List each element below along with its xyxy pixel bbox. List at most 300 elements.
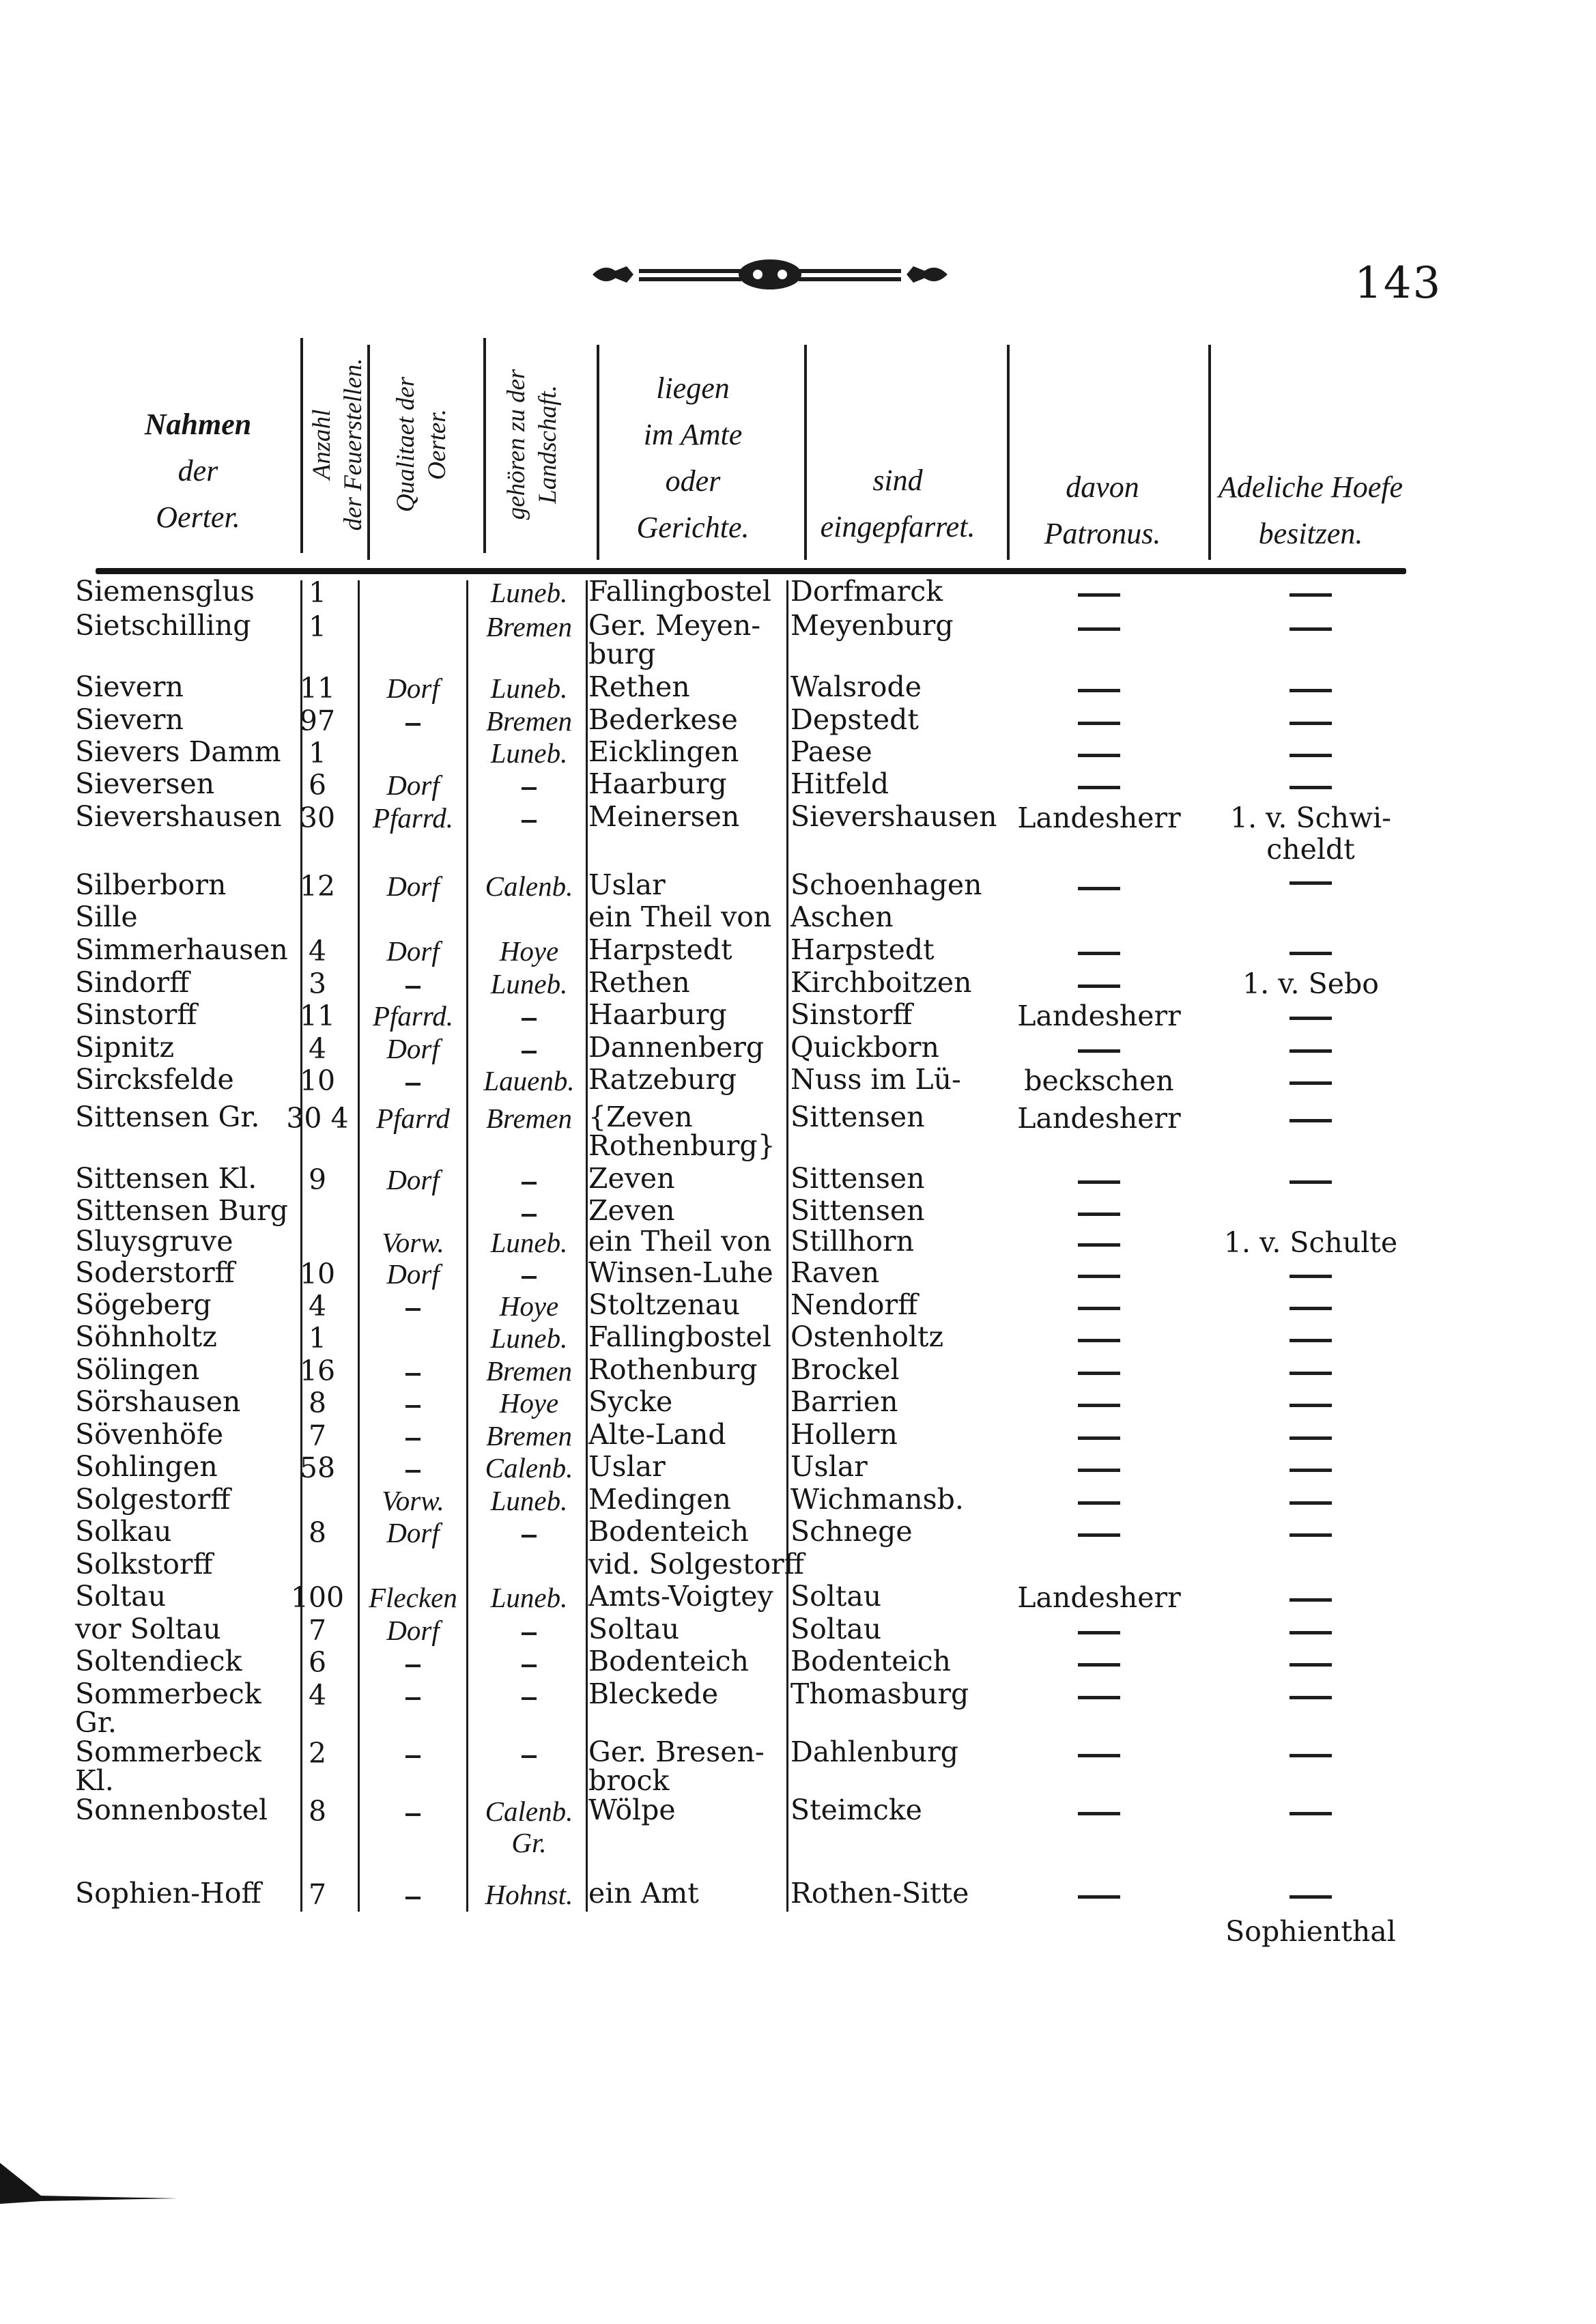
cell-count [280,769,355,801]
cell-amt-line: Harpstedt [588,933,732,966]
dash-mark [1289,1812,1332,1815]
cell-count-line: 8 [308,1795,327,1828]
dash-mark [1289,1598,1332,1602]
cell-name-line: Sophien-Hoff [75,1877,261,1910]
ditto-mark [522,1276,537,1279]
cell-name [75,1355,199,1384]
cell-qual [362,1582,464,1613]
cell-qual-line [362,1680,464,1711]
cell-amt [588,1196,675,1225]
cell-parish [790,802,997,831]
cell-qual [362,1355,464,1387]
dash-mark [1289,1501,1332,1505]
cell-name-line: Soltau [75,1580,167,1613]
cell-estate [1208,1322,1413,1354]
dash-mark [1289,754,1332,757]
cell-name [75,1548,213,1581]
cell-land-line [471,1680,587,1711]
cell-amt-line: Sycke [588,1385,673,1418]
cell-amt-line: Rothenburg [588,1353,758,1386]
ditto-mark [522,820,537,823]
cell-count [280,1103,355,1134]
cell-parish-line: Rothen-Sitte [790,1877,969,1910]
cell-parish [790,1735,958,1768]
cell-estate [1208,1033,1413,1064]
cell-estate [1208,1420,1413,1451]
cell-count-line: 30 4 [286,1102,349,1135]
cell-qual-line: Flecken [369,1582,457,1613]
cell-qual-line [362,1355,464,1387]
cell-count [280,1164,355,1195]
cell-patron [990,1033,1208,1064]
header-count-2: der Feuerstellen. [339,358,367,531]
dash-mark [1289,722,1332,725]
dash-mark [1078,1895,1120,1899]
cell-name [75,737,281,766]
cell-land [471,1796,587,1858]
cell-patron [990,672,1208,704]
cell-parish [790,1517,913,1546]
cell-amt [588,1548,804,1581]
cell-patron [990,968,1208,1000]
cell-count [280,611,355,642]
cell-parish-line: Sittensen [790,1162,925,1195]
dash-mark [1289,1049,1332,1053]
cell-qual-line: Dorf [386,672,440,704]
cell-name-line: Sille [75,901,138,933]
cell-patron-line: Landesherr [1017,802,1181,834]
cell-name [75,1387,240,1416]
cell-patron-line [990,1738,1208,1769]
cell-count [280,1065,355,1096]
cell-land [471,1164,587,1195]
cell-parish [790,935,935,964]
cell-land [471,1196,587,1228]
ditto-mark [405,1405,421,1408]
cell-name [75,672,184,701]
cell-estate [1208,737,1413,769]
cell-patron [990,1517,1208,1548]
cell-land-line [471,1164,587,1195]
cell-amt [588,1796,676,1824]
cell-name-line: Sircksfelde [75,1063,234,1096]
dash-mark [1078,1812,1120,1815]
ditto-mark [405,1373,421,1376]
cell-amt [588,737,739,766]
cell-estate-line: cheldt [1266,833,1355,866]
cell-land [471,1517,587,1548]
dash-mark [1289,1081,1332,1085]
cell-estate [1208,769,1413,801]
dash-mark [1078,1243,1120,1247]
cell-patron-line [990,1647,1208,1678]
header-name-3: Oerter. [156,500,240,534]
cell-name [75,1735,261,1797]
cell-name [75,1258,235,1287]
dash-mark [1078,1180,1120,1184]
cell-estate-line [1208,1647,1413,1678]
cell-patron-line [990,611,1208,642]
cell-amt [588,1387,672,1416]
cell-estate [1208,1615,1413,1646]
cell-qual [362,1879,464,1910]
cell-parish-line: Sittensen [790,1194,925,1227]
cell-parish [790,1387,898,1416]
cell-count-line: 4 [308,1032,327,1065]
cell-name-line: Söhnholtz [75,1320,217,1353]
cell-count [280,1355,355,1387]
cell-count-line: 1 [308,610,327,643]
cell-name-line: Sittensen Kl. [75,1162,257,1195]
cell-name-line: Sittensen Gr. [75,1101,260,1133]
cell-name-line: Gr. [75,1706,117,1739]
dash-mark [1078,786,1120,789]
cell-count [280,870,355,902]
cell-patron [990,1355,1208,1387]
cell-amt-line: Amts-Voigtey [588,1580,773,1613]
cell-patron [990,1420,1208,1451]
cell-name-line: Sörshausen [75,1385,241,1418]
cell-patron-line [990,1196,1208,1228]
cell-estate [1208,1258,1413,1290]
cell-parish [790,611,954,640]
cell-estate [1208,1582,1413,1613]
cell-land-line [471,1258,587,1290]
dash-mark [1289,1436,1332,1440]
dash-mark [1078,1469,1120,1472]
cell-count [280,968,355,1000]
cell-amt [588,577,771,606]
ditto-mark [405,1438,421,1441]
cell-amt-line: {Zeven [588,1101,693,1133]
dash-mark [1078,627,1120,631]
cell-amt-line: Zeven [588,1162,675,1195]
cell-count [280,1582,355,1613]
cell-land-line: Luneb. [490,737,568,769]
cell-name-line: Sinstorff [75,998,197,1031]
cell-patron-line: beckschen [1024,1064,1174,1097]
cell-parish [790,672,922,701]
ditto-mark [405,1697,421,1700]
cell-parish [790,1615,881,1643]
cell-land [471,1647,587,1678]
cell-count [280,1738,355,1769]
cell-amt [588,1879,699,1908]
cell-patron-line [990,1615,1208,1646]
cell-count-line: 7 [308,1614,327,1647]
cell-count [280,672,355,704]
cell-name [75,968,189,997]
cell-qual-line [362,1738,464,1769]
cell-estate [1208,1879,1413,1910]
dash-mark [1078,1404,1120,1407]
cell-parish-line: Meyenburg [790,609,954,642]
cell-qual [362,1290,464,1322]
cell-estate-line [1208,1065,1413,1096]
cell-land-line: Gr. [511,1827,547,1858]
cell-name-line: Solkau [75,1515,172,1548]
dash-mark [1289,1895,1332,1899]
cell-land-line: Calenb. [485,870,573,902]
cell-estate-line [1208,1290,1413,1322]
cell-qual [362,705,464,737]
cell-count [280,1796,355,1827]
cell-amt-line: Bederkese [588,703,738,736]
cell-land [471,1485,587,1516]
cell-name-line: Sohlingen [75,1450,218,1483]
cell-estate [1208,968,1413,1000]
cell-amt [588,1647,749,1675]
cell-amt [588,903,771,931]
cell-estate [1208,935,1413,967]
cell-qual [362,672,464,704]
cell-amt [588,1582,773,1611]
cell-name [75,769,214,798]
cell-patron-line [990,1517,1208,1548]
cell-parish [790,1322,943,1351]
cell-count-line: 8 [308,1516,327,1549]
cell-name-line: Kl. [75,1764,114,1797]
cell-patron [990,769,1208,801]
ditto-mark [405,1308,421,1311]
dash-mark [1078,887,1120,890]
cell-land-line [471,1196,587,1228]
cell-patron-line [990,705,1208,737]
cell-parish [790,1452,868,1481]
cell-amt [588,611,760,668]
cell-estate-line [1208,705,1413,737]
cell-estate-line [1208,672,1413,704]
ditto-mark [405,1664,421,1667]
cell-amt-line: Soltau [588,1613,680,1645]
cell-parish [790,1196,925,1225]
cell-qual [362,1517,464,1548]
header-parish-1: sind [872,464,923,497]
dash-mark [1078,722,1120,725]
cell-name-line: Soderstorff [75,1256,235,1289]
dash-mark [1078,1213,1120,1216]
header-belongs-1: gehören zu der [502,369,530,520]
cell-name-line: Sietschilling [75,609,251,642]
cell-parish-line: Hitfeld [790,767,889,800]
header-amt-2: im Amte [643,418,743,451]
cell-qual-line: Dorf [386,1517,440,1548]
cell-count [280,1322,355,1354]
cell-land [471,802,587,834]
ditto-mark [405,1470,421,1473]
cell-parish-line: Sievershausen [790,800,997,833]
cell-count [280,802,355,834]
header-quality-2: Oerter. [423,409,451,480]
cell-amt [588,1227,771,1256]
cell-land [471,672,587,704]
cell-patron-line [990,935,1208,967]
cell-patron [990,705,1208,737]
dash-mark [1078,754,1120,757]
ditto-mark [522,1697,537,1700]
cell-estate [1208,1796,1413,1827]
dash-mark [1078,1696,1120,1699]
cell-qual-line: Dorf [386,1033,440,1064]
cell-count-line: 7 [308,1419,327,1452]
corner-mark-icon [0,2163,177,2204]
cell-land [471,1103,587,1134]
cell-patron [990,1452,1208,1484]
cell-estate-line [1208,1485,1413,1516]
cell-patron [990,1227,1208,1258]
cell-estate-line [1208,1420,1413,1451]
cell-qual-line: Vorw. [382,1227,444,1258]
cell-land-line [471,1000,587,1032]
dash-mark [1078,1436,1120,1440]
cell-parish [790,1290,917,1319]
cell-patron [990,1615,1208,1646]
cell-name-line: Sievershausen [75,800,282,833]
cell-count-line: 8 [308,1387,327,1419]
cell-qual-line: Dorf [386,870,440,902]
header-belongs-2: Landschaft. [534,385,562,504]
cell-land [471,1420,587,1451]
cell-estate-line: 1. v. Sebo [1242,967,1379,1000]
cell-amt-line: Haarburg [588,998,727,1031]
ditto-mark [522,1051,537,1053]
cell-name [75,1615,221,1643]
cell-amt [588,802,739,831]
cell-qual-line: Pfarrd [376,1103,450,1134]
cell-count-line: 58 [299,1451,336,1484]
cell-patron-line [990,1680,1208,1711]
ditto-mark [405,1083,421,1086]
cell-patron-line [990,1485,1208,1516]
cell-estate [1208,1647,1413,1678]
cell-amt-line: vid. Solgestorff [588,1548,804,1581]
cell-count [280,1615,355,1646]
cell-patron [990,737,1208,769]
cell-parish [790,1647,951,1675]
cell-land [471,1452,587,1484]
cell-land [471,1879,587,1910]
cell-qual-line: Dorf [386,1164,440,1195]
cell-patron-line [990,672,1208,704]
cell-name [75,935,288,964]
cell-parish [790,1582,881,1611]
dash-mark [1289,1017,1332,1020]
cell-amt [588,870,666,899]
cell-patron-line [990,1355,1208,1387]
header-patron-1: davon [1066,470,1139,504]
cell-qual [362,1227,464,1258]
cell-patron [990,1582,1208,1613]
header-amt-1: liegen [656,371,730,405]
cell-land [471,1387,587,1419]
cell-patron-line: Landesherr [1017,1581,1181,1614]
cell-amt-line: Fallingbostel [588,575,771,608]
cell-patron-line [990,737,1208,769]
ditto-mark [405,1813,421,1816]
cell-estate [1208,672,1413,704]
cell-patron [990,802,1208,834]
cell-estate-line [1208,611,1413,642]
cell-amt-line: Ger. Bresen- [588,1735,765,1768]
cell-count-line: 12 [299,870,336,903]
cell-count-line: 1 [308,737,327,769]
cell-parish-line: Kirchboitzen [790,966,972,999]
cell-name-line: Soltendieck [75,1645,242,1677]
dash-mark [1289,689,1332,692]
dash-mark [1078,1501,1120,1505]
cell-name-line: Sommerbeck [75,1677,261,1710]
cell-amt [588,1420,726,1449]
cell-name [75,577,255,606]
header-parish-2: eingepfarret. [820,510,975,543]
cell-estate [1208,577,1413,608]
cell-parish-line: Nendorff [790,1288,918,1321]
cell-patron [990,1738,1208,1769]
cell-parish-line: Brockel [790,1353,900,1386]
cell-count [280,705,355,737]
cell-parish-line: Dorfmarck [790,575,943,608]
cell-count [280,1258,355,1290]
cell-name [75,903,138,931]
ditto-mark [522,1182,537,1185]
cell-amt [588,1355,758,1384]
cell-qual-line [362,705,464,737]
cell-qual-line [362,968,464,1000]
cell-land [471,968,587,1000]
cell-parish-line: Harpstedt [790,933,935,966]
cell-name-line: Siemensglus [75,575,255,608]
cell-name-line: Sommerbeck [75,1735,261,1768]
cell-parish-line: Quickborn [790,1031,939,1064]
cell-amt [588,705,738,734]
cell-parish [790,705,919,734]
cell-estate-line [1208,1322,1413,1354]
cell-estate [1208,1387,1413,1419]
cell-qual [362,870,464,902]
cell-count [280,935,355,967]
cell-amt-line: Uslar [588,1450,666,1483]
dash-mark [1078,1631,1120,1634]
cell-name-line: Sievern [75,703,184,736]
cell-estate [1208,705,1413,737]
header-patron-2: Patronus. [1044,517,1161,550]
cell-name [75,1290,212,1319]
cell-count-line: 10 [299,1258,336,1290]
cell-patron-line [990,1227,1208,1258]
cell-qual [362,1420,464,1451]
cell-patron [990,577,1208,608]
cell-parish-line: Ostenholtz [790,1320,944,1353]
cell-count [280,1879,355,1910]
ditto-mark [522,1632,537,1635]
cell-estate [1208,1227,1413,1258]
cell-count [280,1647,355,1678]
cell-amt [588,1615,679,1643]
cell-count-line: 1 [308,576,327,609]
cell-qual [362,1452,464,1484]
cell-amt [588,1735,765,1797]
cell-patron [990,1000,1208,1032]
cell-qual-line: Dorf [386,1615,440,1646]
cell-patron-line [990,968,1208,1000]
cell-land [471,1290,587,1322]
cell-land-line: Luneb. [490,1582,568,1613]
cell-amt-line: brock [588,1764,670,1797]
ditto-mark [405,986,421,989]
cell-name-line: Sonnenbostel [75,1794,268,1826]
cell-qual [362,968,464,1000]
cell-amt [588,935,732,964]
